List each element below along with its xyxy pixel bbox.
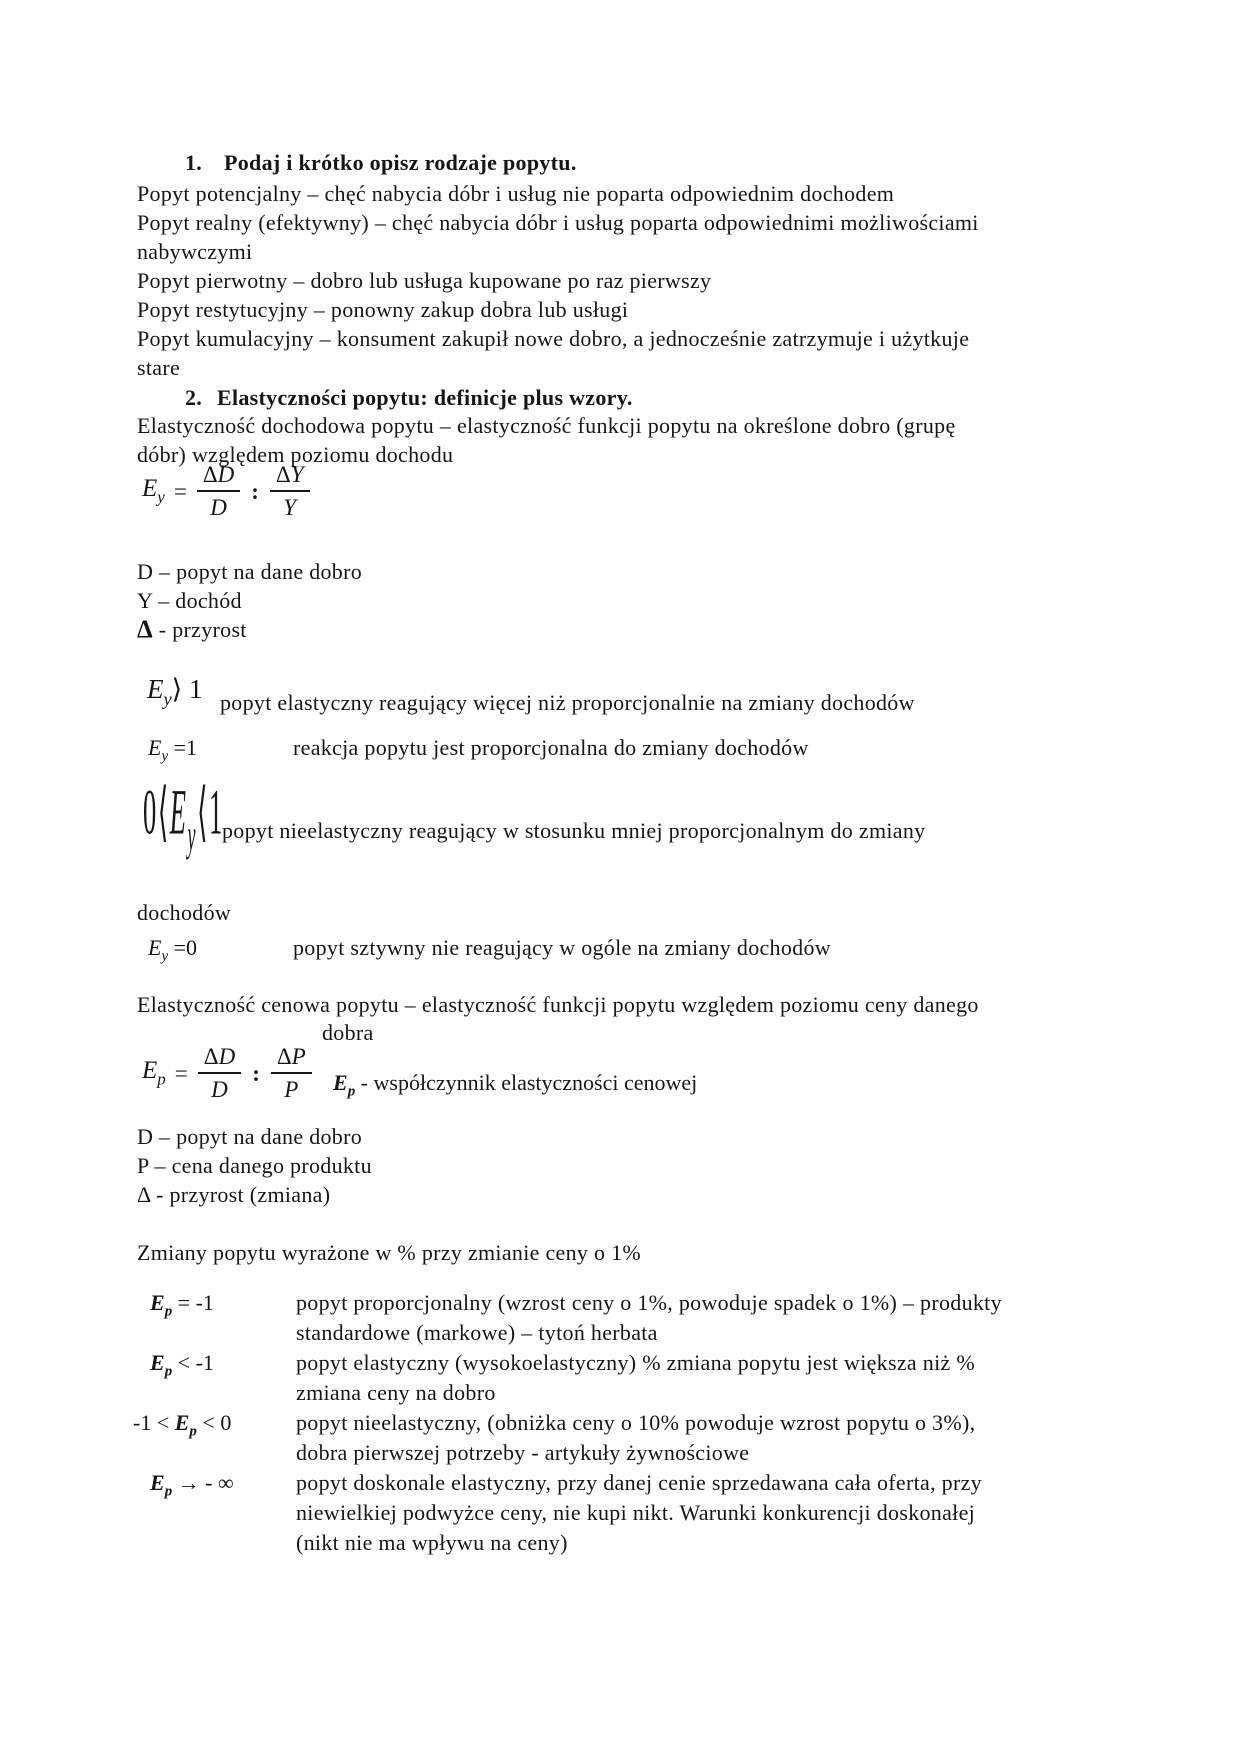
colon-sign: : <box>252 1060 260 1086</box>
case-text: popyt nieelastyczny, (obniżka ceny o 10% powoduje wzrost popytu o 3%), <box>296 1410 976 1435</box>
case-text: dochodów <box>137 900 232 925</box>
income-def-line: D – popyt na dane dobro <box>137 559 363 584</box>
section1-heading: Podaj i krótko opisz rodzaje popytu. <box>224 150 577 175</box>
price-intro-line: Elastyczność cenowa popytu – elastyczność funkcji popytu względem poziomu ceny danego <box>137 992 979 1017</box>
text-line: Popyt restytucyjny – ponowny zakup dobra lub usługi <box>137 297 629 322</box>
income-intro-line: dóbr) względem poziomu dochodu <box>137 442 454 467</box>
formula-price-elasticity <box>142 1044 316 1103</box>
formula-income-elasticity <box>142 462 314 521</box>
case-text: reakcja popytu jest proporcjonalna do zmiany dochodów <box>293 735 809 760</box>
price-def-line: Δ - przyrost (zmiana) <box>137 1182 331 1207</box>
case-label-0-lt-ey-lt-1: $0⟨E_y⟨1$ <box>143 778 224 862</box>
case-text: popyt proporcjonalny (wzrost ceny o 1%, powoduje spadek o 1%) – produkty <box>296 1290 1002 1315</box>
case-label-ey-eq-1: $E_y =1$ <box>148 735 198 765</box>
case-label-ep-lt-neg1: $E_p < -1$ <box>150 1350 214 1380</box>
fraction-dD-D: $\frac{\Delta D}{D}$ <box>197 462 240 521</box>
section2-number: 2. <box>185 385 203 410</box>
case-label-ep-to-neg-inf: $E_p$ → - ∞ <box>150 1470 234 1500</box>
case-text: popyt nieelastyczny reagujący w stosunku mniej proporcjonalnym do zmiany <box>222 818 926 843</box>
case-text: popyt doskonale elastyczny, przy danej cenie sprzedawana cała oferta, przy <box>296 1470 982 1495</box>
fraction-dP-P: $\frac{\Delta P}{P}$ <box>271 1044 312 1103</box>
fraction-dD-D: $\frac{\Delta D}{D}$ <box>198 1044 241 1103</box>
case-text: popyt sztywny nie reagujący w ogóle na zmiany dochodów <box>293 935 831 960</box>
case-text: standardowe (markowe) – tytoń herbata <box>296 1320 658 1345</box>
case-text: popyt elastyczny (wysokoelastyczny) % zmiana popytu jest większa niż % <box>296 1350 975 1375</box>
income-def-line: Δ - przyrost <box>137 616 247 643</box>
case-text: zmiana ceny na dobro <box>296 1380 496 1405</box>
equals-sign: = <box>174 1060 188 1086</box>
case-text: (nikt nie ma wpływu na ceny) <box>296 1530 568 1555</box>
price-def-line: D – popyt na dane dobro <box>137 1124 363 1149</box>
case-text: popyt elastyczny reagujący więcej niż proporcjonalnie na zmiany dochodów <box>220 690 915 715</box>
formula-symbol-E: $E_p$ <box>142 1057 166 1089</box>
text-line: Popyt potencjalny – chęć nabycia dóbr i usług nie poparta odpowiednim dochodem <box>137 181 895 206</box>
equals-sign: = <box>173 478 187 504</box>
price-def-line: P – cena danego produktu <box>137 1153 372 1178</box>
section1-number: 1. <box>185 150 203 175</box>
text-line: Popyt realny (efektywny) – chęć nabycia dóbr i usług poparta odpowiednimi możliwościami <box>137 210 979 235</box>
income-def-line: Y – dochód <box>137 588 242 613</box>
case-label-ey-gt-1: $E_y⟩$ 1 <box>147 674 203 709</box>
case-text: niewielkiej podwyżce ceny, nie kupi nikt. Warunki konkurencji doskonałej <box>296 1500 976 1525</box>
case-label-neg1-lt-ep-lt-0: $-1 < E_p < 0$ <box>133 1410 232 1440</box>
text-line: nabywczymi <box>137 239 253 264</box>
case-text: dobra pierwszej potrzeby - artykuły żywnościowe <box>296 1440 750 1465</box>
note-line: Zmiany popytu wyrażone w % przy zmianie ceny o 1% <box>137 1240 642 1265</box>
text-line: Popyt kumulacyjny – konsument zakupił nowe dobro, a jednocześnie zatrzymuje i użytkuje <box>137 326 970 351</box>
income-intro-line: Elastyczność dochodowa popytu – elastyczność funkcji popytu na określone dobro (grupę <box>137 413 956 438</box>
text-line: Popyt pierwotny – dobro lub usługa kupowane po raz pierwszy <box>137 268 712 293</box>
text-line: stare <box>137 355 181 380</box>
formula-symbol-E: $E_y$ <box>142 475 165 507</box>
colon-sign: : <box>251 478 259 504</box>
delta-symbol: Δ <box>137 616 153 643</box>
section2-heading: Elastyczności popytu: definicje plus wzory. <box>217 385 633 410</box>
price-coefficient: $E_p$ - współczynnik elastyczności cenowej <box>333 1070 698 1100</box>
case-label-ep-eq-neg1: $E_p = -1$ <box>150 1290 214 1320</box>
fraction-dY-Y: $\frac{\Delta Y}{Y}$ <box>270 462 310 521</box>
price-intro-line: dobra <box>322 1020 374 1045</box>
coef-symbol-Ep: $E_p$ <box>333 1070 356 1100</box>
case-label-ey-eq-0: $E_y =0$ <box>148 935 198 965</box>
